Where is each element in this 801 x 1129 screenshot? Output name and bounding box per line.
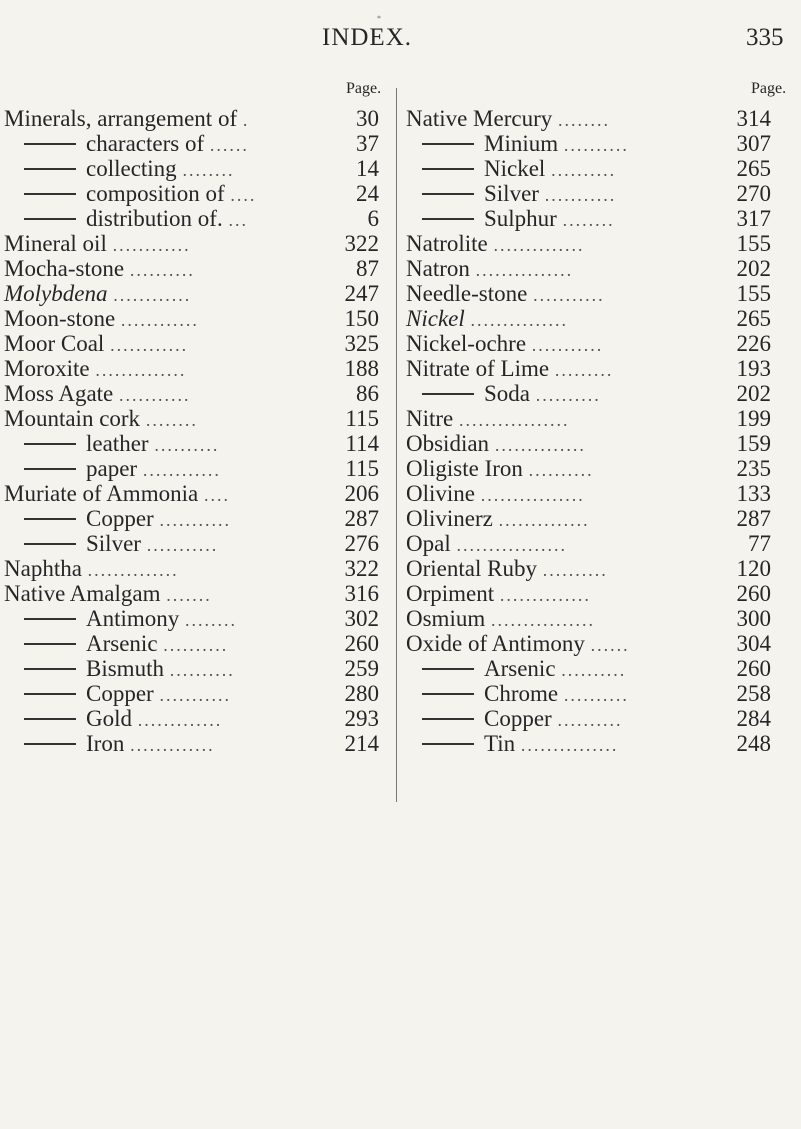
- index-entry: [0, 306, 395, 331]
- ditto-dash: [422, 193, 474, 195]
- index-entry: [0, 256, 395, 281]
- dot-leader: ............: [120, 310, 199, 330]
- dot-leader: .: [242, 110, 250, 130]
- entry-term-text: Iron: [86, 731, 125, 756]
- entry-page-number: 307: [736, 131, 771, 156]
- index-entry: [0, 531, 395, 556]
- dot-leader: .............: [137, 710, 223, 730]
- index-entry: [0, 406, 395, 431]
- dot-leader: .................: [459, 410, 570, 430]
- index-entry: [0, 731, 395, 756]
- entry-term: [24, 631, 228, 658]
- entry-page-number: 258: [736, 681, 771, 706]
- entry-page-number: 30: [356, 106, 379, 131]
- entry-term-text: Copper: [86, 681, 154, 706]
- index-entry: [398, 506, 801, 531]
- entry-term: [406, 256, 573, 283]
- entry-term: [24, 531, 218, 558]
- index-entry: [398, 206, 801, 231]
- dot-leader: ................: [490, 610, 595, 630]
- dot-leader: ..............: [499, 585, 591, 605]
- index-entry: [398, 306, 801, 331]
- entry-page-number: 226: [736, 331, 771, 356]
- entry-term: [406, 506, 590, 533]
- index-entry: [0, 656, 395, 681]
- entry-term-text: Bismuth: [86, 656, 164, 681]
- entry-page-number: 287: [344, 506, 379, 531]
- index-entry: [398, 381, 801, 406]
- index-entry: [398, 481, 801, 506]
- entry-term-text: Gold: [86, 706, 132, 731]
- dot-leader: .................: [456, 535, 567, 555]
- index-entry: [398, 531, 801, 556]
- ditto-dash: [24, 643, 76, 645]
- entry-term-text: Moss Agate: [4, 381, 114, 406]
- entry-page-number: 199: [736, 406, 771, 431]
- entry-term-text: Naphtha: [4, 556, 82, 581]
- dot-leader: ..........: [563, 685, 629, 705]
- index-entry: [0, 606, 395, 631]
- entry-term-text: Arsenic: [86, 631, 158, 656]
- entry-term: [24, 131, 249, 158]
- entry-term-text: Minium: [484, 131, 559, 156]
- entry-page-number: 316: [344, 581, 379, 606]
- entry-page-number: 265: [736, 306, 771, 331]
- dot-leader: ............: [110, 335, 189, 355]
- index-entry: [398, 681, 801, 706]
- entry-term: [24, 706, 222, 733]
- entry-term-text: Orpiment: [406, 581, 495, 606]
- index-entry: [0, 281, 395, 306]
- entry-term: [406, 531, 567, 558]
- dot-leader: ..........: [563, 135, 629, 155]
- entry-term-text: Copper: [484, 706, 552, 731]
- entry-page-number: 284: [736, 706, 771, 731]
- dot-leader: ...........: [531, 335, 604, 355]
- entry-term: [406, 431, 586, 458]
- entry-term: [422, 156, 616, 183]
- index-entry: [398, 281, 801, 306]
- entry-term-text: Oxide of Antimony: [406, 631, 585, 656]
- dot-leader: ........: [145, 410, 198, 430]
- entry-page-number: 300: [736, 606, 771, 631]
- entry-page-number: 114: [345, 431, 379, 456]
- entry-page-number: 260: [736, 656, 771, 681]
- entry-term: [4, 481, 230, 508]
- dot-leader: ...........: [533, 285, 605, 305]
- entry-term-text: Native Mercury: [406, 106, 553, 131]
- entry-term: [406, 231, 585, 258]
- dot-leader: ............: [112, 235, 191, 255]
- entry-list: [0, 106, 395, 756]
- entry-term-text: Minerals, arrangement of: [4, 106, 238, 131]
- index-entry: [398, 256, 801, 281]
- ornament-mark: *: [377, 14, 381, 23]
- entry-page-number: 87: [356, 256, 379, 281]
- dot-leader: ..............: [493, 235, 585, 255]
- entry-page-number: 14: [356, 156, 379, 181]
- entry-term: [406, 606, 595, 633]
- index-entry: [398, 356, 801, 381]
- index-entry: [398, 631, 801, 656]
- entry-term-text: Nitre: [406, 406, 454, 431]
- entry-term: [24, 656, 235, 683]
- entry-term: [24, 456, 221, 483]
- entry-term: [406, 581, 591, 608]
- index-entry: [0, 156, 395, 181]
- ditto-dash: [24, 693, 76, 695]
- ditto-dash: [24, 743, 76, 745]
- ditto-dash: [24, 618, 76, 620]
- entry-term: [406, 481, 585, 508]
- ditto-dash: [422, 668, 474, 670]
- entry-page-number: 193: [736, 356, 771, 381]
- ditto-dash: [422, 168, 474, 170]
- index-entry: [398, 131, 801, 156]
- entry-term-text: Moroxite: [4, 356, 90, 381]
- entry-term-text: Copper: [86, 506, 154, 531]
- entry-page-number: 214: [344, 731, 379, 756]
- entry-term: [24, 606, 237, 633]
- index-entry: [398, 431, 801, 456]
- entry-page-number: 120: [736, 556, 771, 581]
- entry-term: [24, 181, 256, 208]
- entry-page-number: 235: [736, 456, 771, 481]
- index-entry: [398, 706, 801, 731]
- entry-term-text: Chrome: [484, 681, 559, 706]
- index-entry: [0, 681, 395, 706]
- entry-term: [24, 206, 248, 233]
- ditto-dash: [422, 218, 474, 220]
- index-entry: [398, 406, 801, 431]
- entry-list: [398, 106, 801, 756]
- dot-leader: ..............: [95, 360, 187, 380]
- entry-page-number: 150: [344, 306, 379, 331]
- dot-leader: ..............: [498, 510, 590, 530]
- ditto-dash: [422, 143, 474, 145]
- entry-term-text: Opal: [406, 531, 451, 556]
- entry-page-number: 159: [736, 431, 771, 456]
- column-divider: [396, 88, 397, 802]
- entry-term-text: paper: [86, 456, 138, 481]
- entry-term: [4, 256, 195, 283]
- dot-leader: ..........: [551, 160, 617, 180]
- entry-page-number: 280: [344, 681, 379, 706]
- index-entry: [398, 606, 801, 631]
- entry-term-text: Native Amalgam: [4, 581, 161, 606]
- entry-term-text: Moor Coal: [4, 331, 105, 356]
- page-header: [0, 14, 801, 54]
- entry-term: [4, 381, 191, 408]
- entry-term: [422, 381, 601, 408]
- dot-leader: ............: [113, 285, 192, 305]
- ditto-dash: [24, 193, 76, 195]
- dot-leader: ...........: [146, 535, 219, 555]
- entry-term-text: Soda: [484, 381, 530, 406]
- entry-term-text: collecting: [86, 156, 177, 181]
- entry-page-number: 270: [736, 181, 771, 206]
- index-entry: [0, 356, 395, 381]
- entry-term-text: Molybdena: [4, 281, 108, 306]
- entry-page-number: 317: [736, 206, 771, 231]
- entry-term-text: Olivinerz: [406, 506, 493, 531]
- entry-page-number: 24: [356, 181, 379, 206]
- index-entry: [0, 381, 395, 406]
- index-entry: [398, 656, 801, 681]
- entry-term: [422, 181, 616, 208]
- entry-term: [422, 681, 629, 708]
- dot-leader: ..............: [494, 435, 586, 455]
- entry-page-number: 293: [344, 706, 379, 731]
- entry-term-text: Arsenic: [484, 656, 556, 681]
- dot-leader: ........: [562, 210, 615, 230]
- entry-term: [406, 556, 608, 583]
- entry-page-number: 155: [736, 231, 771, 256]
- entry-term: [406, 306, 568, 333]
- entry-term: [422, 206, 615, 233]
- entry-page-number: 302: [344, 606, 379, 631]
- entry-term-text: Mineral oil: [4, 231, 107, 256]
- entry-term: [406, 106, 610, 133]
- entry-term-text: Silver: [484, 181, 539, 206]
- entry-term: [4, 356, 186, 383]
- index-entry: [0, 506, 395, 531]
- index-entry: [398, 731, 801, 756]
- entry-term-text: Osmium: [406, 606, 486, 631]
- dot-leader: ...........: [544, 185, 617, 205]
- page-column-label: Page.: [346, 80, 382, 97]
- ditto-dash: [422, 393, 474, 395]
- entry-term-text: Sulphur: [484, 206, 557, 231]
- index-entry: [0, 706, 395, 731]
- entry-term: [406, 331, 603, 358]
- index-entry: [398, 231, 801, 256]
- ditto-dash: [24, 543, 76, 545]
- entry-term-text: Mocha-stone: [4, 256, 125, 281]
- dot-leader: ......: [590, 635, 630, 655]
- dot-leader: .............: [130, 735, 215, 755]
- index-entry: [398, 156, 801, 181]
- entry-page-number: 37: [356, 131, 379, 156]
- dot-leader: ...........: [159, 510, 231, 530]
- entry-page-number: 115: [345, 456, 379, 481]
- dot-leader: ..........: [528, 460, 594, 480]
- entry-term: [406, 356, 613, 383]
- entry-page-number: 133: [736, 481, 771, 506]
- dot-leader: ....: [230, 185, 257, 205]
- dot-leader: ...............: [520, 735, 619, 755]
- entry-page-number: 247: [344, 281, 379, 306]
- entry-term-text: Mountain cork: [4, 406, 141, 431]
- dot-leader: ...............: [470, 310, 568, 330]
- entry-term: [24, 431, 219, 458]
- entry-page-number: 202: [736, 256, 771, 281]
- entry-term: [24, 731, 215, 758]
- index-entry: [398, 581, 801, 606]
- index-entry: [0, 631, 395, 656]
- entry-term: [406, 456, 594, 483]
- entry-page-number: 155: [736, 281, 771, 306]
- index-entry: [0, 481, 395, 506]
- index-entry: [0, 456, 395, 481]
- ditto-dash: [422, 743, 474, 745]
- dot-leader: ..........: [163, 635, 229, 655]
- entry-term-text: Muriate of Ammonia: [4, 481, 199, 506]
- dot-leader: ........: [185, 610, 238, 630]
- entry-term: [24, 156, 234, 183]
- dot-leader: ......: [209, 135, 249, 155]
- entry-page-number: 314: [736, 106, 771, 131]
- ditto-dash: [24, 668, 76, 670]
- dot-leader: ..........: [169, 660, 235, 680]
- entry-term: [422, 131, 629, 158]
- ditto-dash: [24, 218, 76, 220]
- index-entry: [0, 431, 395, 456]
- dot-leader: .........: [554, 360, 614, 380]
- entry-term-text: Oriental Ruby: [406, 556, 537, 581]
- dot-leader: ..........: [557, 710, 623, 730]
- entry-page-number: 287: [736, 506, 771, 531]
- entry-page-number: 206: [344, 481, 379, 506]
- entry-term-text: Natron: [406, 256, 470, 281]
- entry-term: [4, 106, 249, 133]
- index-entry: [398, 106, 801, 131]
- dot-leader: ..........: [561, 660, 627, 680]
- ditto-dash: [422, 718, 474, 720]
- dot-leader: ................: [480, 485, 585, 505]
- entry-term-text: distribution of.: [86, 206, 223, 231]
- entry-page-number: 6: [367, 206, 379, 231]
- entry-page-number: 259: [344, 656, 379, 681]
- entry-term: [406, 281, 605, 308]
- entry-page-number: 77: [748, 531, 771, 556]
- ditto-dash: [24, 518, 76, 520]
- ditto-dash: [422, 693, 474, 695]
- dot-leader: .......: [166, 585, 212, 605]
- entry-term-text: Obsidian: [406, 431, 490, 456]
- entry-term-text: Moon-stone: [4, 306, 116, 331]
- entry-term: [4, 231, 191, 258]
- entry-term-text: Needle-stone: [406, 281, 528, 306]
- entry-page-number: 260: [344, 631, 379, 656]
- entry-term-text: Antimony: [86, 606, 180, 631]
- dot-leader: ....: [203, 485, 230, 505]
- entry-term-text: Nitrate of Lime: [406, 356, 550, 381]
- entry-term: [406, 631, 630, 658]
- entry-term: [24, 681, 231, 708]
- dot-leader: ..........: [535, 385, 601, 405]
- index-entry: [398, 556, 801, 581]
- index-entry: [0, 181, 395, 206]
- entry-term: [4, 556, 179, 583]
- page-number: 335: [746, 24, 784, 51]
- entry-page-number: 325: [344, 331, 379, 356]
- dot-leader: ...........: [159, 685, 231, 705]
- index-entry: [0, 331, 395, 356]
- entry-page-number: 86: [356, 381, 379, 406]
- entry-term-text: Natrolite: [406, 231, 488, 256]
- entry-term-text: Tin: [484, 731, 516, 756]
- entry-term: [4, 581, 212, 608]
- entry-term-text: Silver: [86, 531, 141, 556]
- index-entry: [398, 456, 801, 481]
- index-entry: [398, 181, 801, 206]
- entry-term-text: characters of: [86, 131, 205, 156]
- entry-term: [4, 306, 199, 333]
- entry-term-text: Olivine: [406, 481, 475, 506]
- entry-term-text: Nickel: [406, 306, 465, 331]
- entry-page-number: 304: [736, 631, 771, 656]
- entry-term: [422, 706, 622, 733]
- entry-page-number: 265: [736, 156, 771, 181]
- dot-leader: ........: [558, 110, 610, 130]
- dot-leader: ..............: [87, 560, 179, 580]
- entry-term: [4, 281, 191, 308]
- index-entry: [0, 131, 395, 156]
- entry-term-text: Nickel: [484, 156, 546, 181]
- entry-page-number: 202: [736, 381, 771, 406]
- ditto-dash: [24, 168, 76, 170]
- entry-page-number: 115: [345, 406, 379, 431]
- page-title: INDEX.: [322, 24, 413, 51]
- index-entry: [0, 581, 395, 606]
- ditto-dash: [24, 468, 76, 470]
- entry-term-text: Nickel-ochre: [406, 331, 527, 356]
- ditto-dash: [24, 718, 76, 720]
- entry-term-text: composition of: [86, 181, 225, 206]
- entry-page-number: 260: [736, 581, 771, 606]
- entry-page-number: 276: [344, 531, 379, 556]
- entry-term: [4, 331, 188, 358]
- index-entry: [0, 206, 395, 231]
- index-entry: [0, 106, 395, 131]
- dot-leader: ..........: [154, 435, 220, 455]
- entry-term: [24, 506, 231, 533]
- entry-term-text: Oligiste Iron: [406, 456, 523, 481]
- entry-page-number: 322: [344, 556, 379, 581]
- entry-page-number: 188: [344, 356, 379, 381]
- dot-leader: ..........: [542, 560, 608, 580]
- dot-leader: ..........: [129, 260, 195, 280]
- page-column-label: Page.: [751, 80, 787, 97]
- dot-leader: ...............: [475, 260, 574, 280]
- entry-page-number: 322: [344, 231, 379, 256]
- ditto-dash: [24, 443, 76, 445]
- dot-leader: ........: [182, 160, 235, 180]
- entry-term: [406, 406, 570, 433]
- entry-term-text: leather: [86, 431, 149, 456]
- index-entry: [398, 331, 801, 356]
- dot-leader: ...: [228, 210, 248, 230]
- index-entry: [0, 231, 395, 256]
- entry-term: [422, 731, 618, 758]
- dot-leader: ............: [142, 460, 221, 480]
- dot-leader: ...........: [119, 385, 191, 405]
- entry-term: [422, 656, 626, 683]
- ditto-dash: [24, 143, 76, 145]
- index-entry: [0, 556, 395, 581]
- entry-term: [4, 406, 198, 433]
- entry-page-number: 248: [736, 731, 771, 756]
